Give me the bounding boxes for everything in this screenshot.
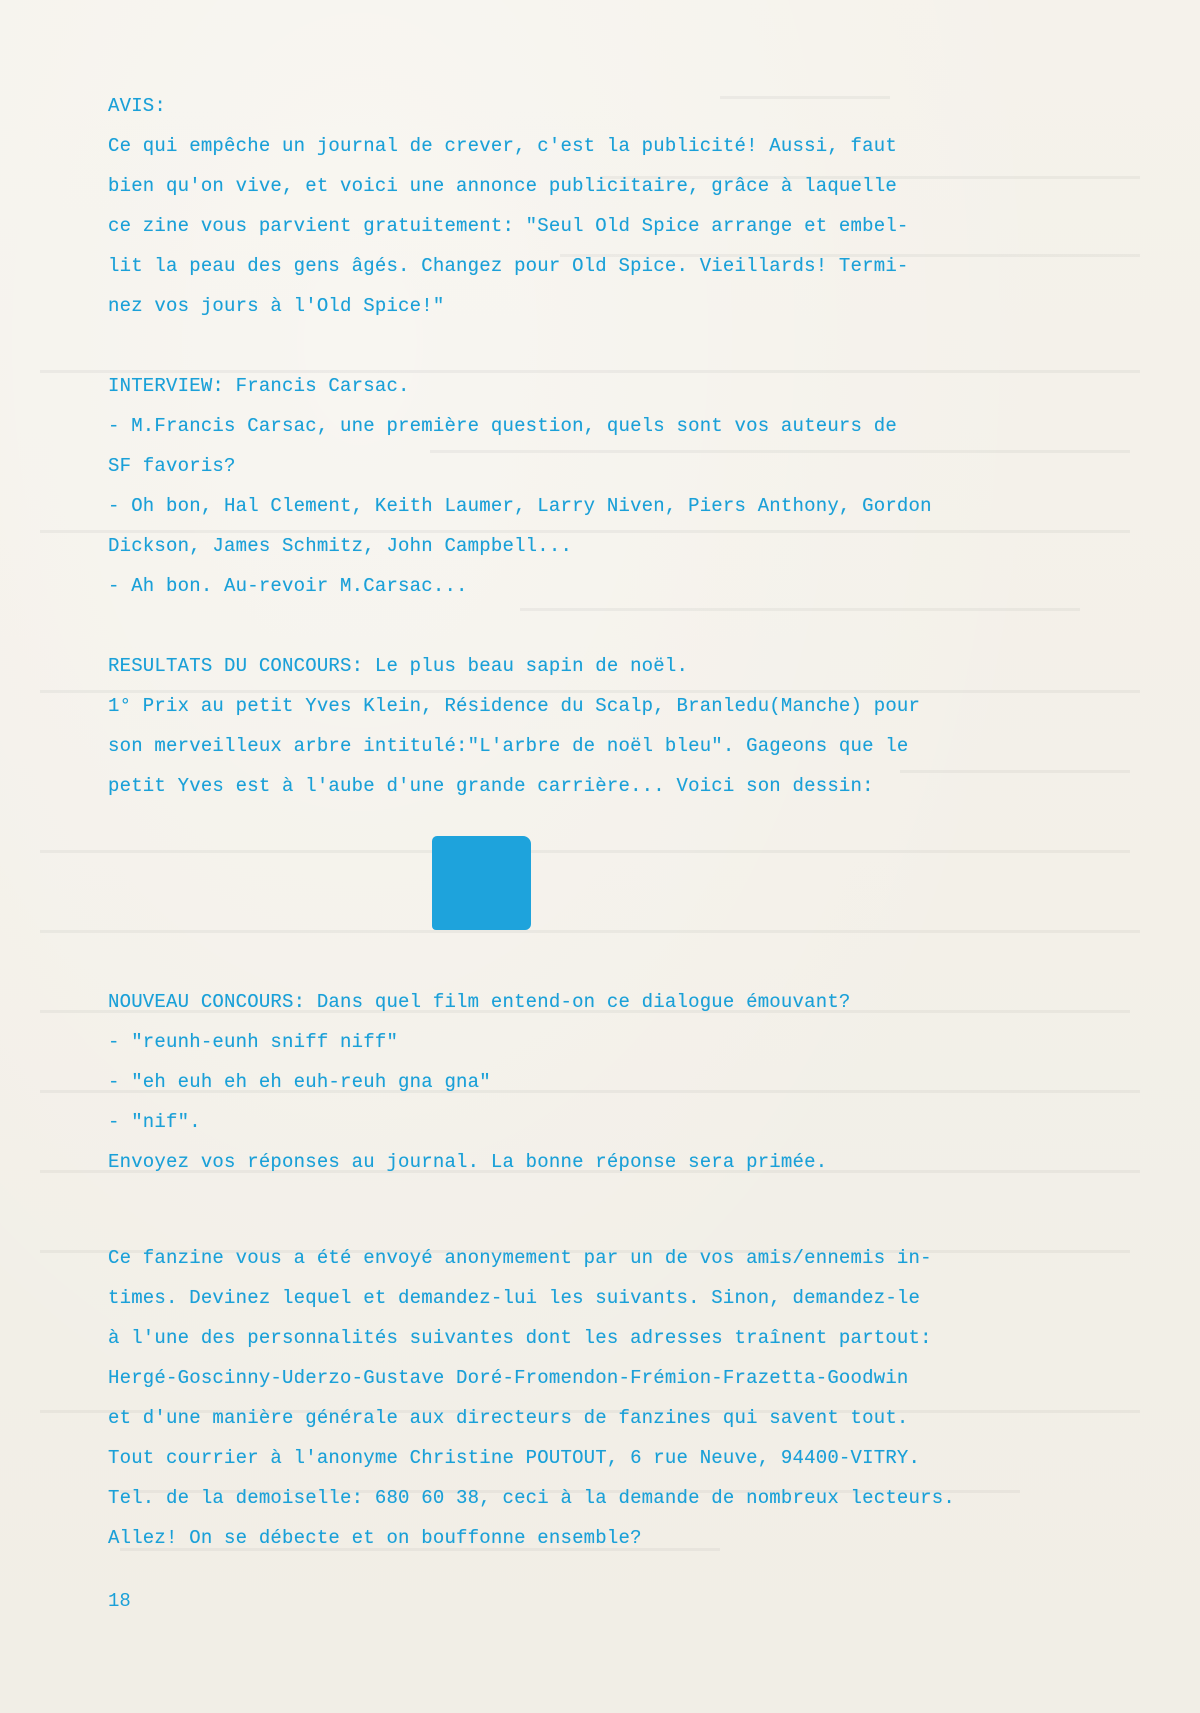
interview-section (108, 366, 1068, 606)
notice-line: ce zine vous parvient gratuitement: "Seul Old Spice arrange et embel- (108, 215, 909, 237)
closing-line: à l'une des personnalités suivantes dont les adresses traînent partout: (108, 1327, 932, 1349)
new-contest-line: - "reunh-eunh sniff niff" (108, 1031, 399, 1053)
interview-line: SF favoris? (108, 455, 236, 477)
closing-line: Allez! On se débecte et on bouffonne ensemble? (108, 1527, 642, 1549)
closing-section (108, 1238, 1068, 1558)
results-line: son merveilleux arbre intitulé:"L'arbre de noël bleu". Gageons que le (108, 735, 909, 757)
results-line: 1° Prix au petit Yves Klein, Résidence du Scalp, Branledu(Manche) pour (108, 695, 921, 717)
page-number: 18 (108, 1590, 131, 1612)
notice-line: bien qu'on vive, et voici une annonce publicitaire, grâce à laquelle (108, 175, 897, 197)
blue-christmas-tree-drawing (432, 836, 531, 930)
closing-line: Tout courrier à l'anonyme Christine POUTOUT, 6 rue Neuve, 94400-VITRY. (108, 1447, 921, 1469)
spacer (108, 326, 1068, 366)
interview-line: - Oh bon, Hal Clement, Keith Laumer, Larry Niven, Piers Anthony, Gordon (108, 495, 932, 517)
new-contest-line: - "eh euh eh eh euh-reuh gna gna" (108, 1071, 491, 1093)
closing-line: Ce fanzine vous a été envoyé anonymement par un de vos amis/ennemis in- (108, 1247, 932, 1269)
closing-line: Hergé-Goscinny-Uderzo-Gustave Doré-Fromendon-Frémion-Frazetta-Goodwin (108, 1367, 909, 1389)
interview-heading: INTERVIEW: Francis Carsac. (108, 375, 410, 397)
new-contest-line: Envoyez vos réponses au journal. La bonne réponse sera primée. (108, 1151, 828, 1173)
new-contest-heading: NOUVEAU CONCOURS: Dans quel film entend-on ce dialogue émouvant? (108, 991, 851, 1013)
results-heading: RESULTATS DU CONCOURS: Le plus beau sapin de noël. (108, 655, 689, 677)
closing-line: times. Devinez lequel et demandez-lui les suivants. Sinon, demandez-le (108, 1287, 921, 1309)
body-text (108, 86, 1068, 1558)
notice-line: nez vos jours à l'Old Spice!" (108, 295, 445, 317)
results-line: petit Yves est à l'aube d'une grande carrière... Voici son dessin: (108, 775, 874, 797)
interview-line: - M.Francis Carsac, une première question, quels sont vos auteurs de (108, 415, 897, 437)
notice-heading: AVIS: (108, 95, 167, 117)
closing-line: Tel. de la demoiselle: 680 60 38, ceci à la demande de nombreux lecteurs. (108, 1487, 955, 1509)
spacer (108, 1182, 1068, 1238)
new-contest-section (108, 982, 1068, 1182)
spacer (108, 606, 1068, 646)
notice-section (108, 86, 1068, 326)
interview-line: Dickson, James Schmitz, John Campbell... (108, 535, 573, 557)
notice-line: Ce qui empêche un journal de crever, c'est la publicité! Aussi, faut (108, 135, 897, 157)
notice-line: lit la peau des gens âgés. Changez pour Old Spice. Vieillards! Termi- (108, 255, 909, 277)
results-section (108, 646, 1068, 806)
drawing-space (108, 806, 1068, 982)
new-contest-line: - "nif". (108, 1111, 201, 1133)
closing-line: et d'une manière générale aux directeurs de fanzines qui savent tout. (108, 1407, 909, 1429)
interview-line: - Ah bon. Au-revoir M.Carsac... (108, 575, 468, 597)
